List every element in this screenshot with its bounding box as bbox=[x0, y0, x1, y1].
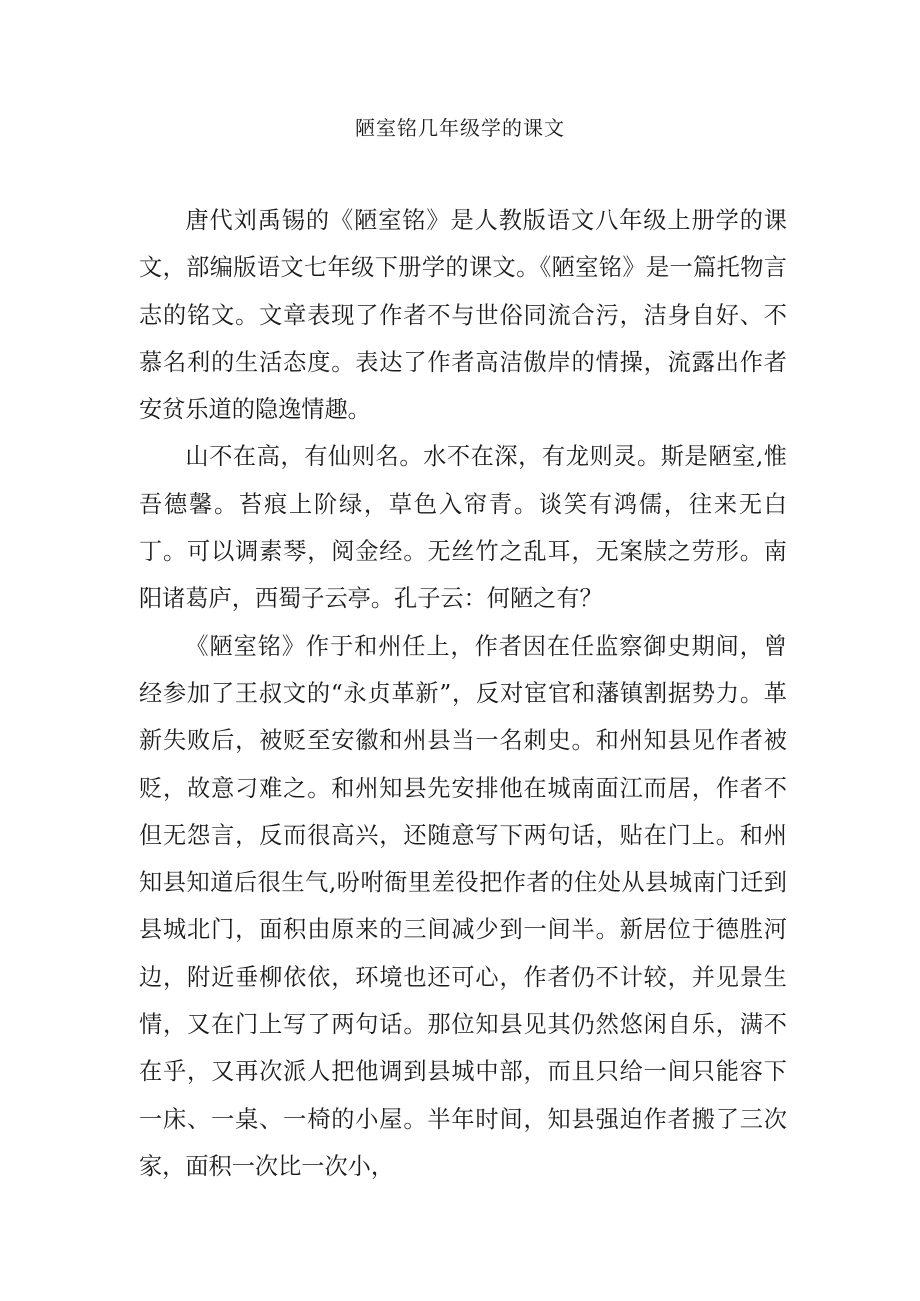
document-title: 陋室铭几年级学的课文 bbox=[355, 116, 565, 140]
paragraph-poem: 山不在高，有仙则名。水不在深，有龙则灵。斯是陋室,惟吾德馨。苔痕上阶绿，草色入帘青。谈笑有鸿儒，往来无白丁。可以调素琴，阅金经。无丝竹之乱耳，无案牍之劳形。南阳诸葛庐，西蜀子云亭。孔子云：何陋之有？ bbox=[139, 443, 787, 613]
document-body bbox=[139, 197, 787, 1190]
paragraph-intro: 唐代刘禹锡的《陋室铭》是人教版语文八年级上册学的课文，部编版语文七年级下册学的课文。《陋室铭》是一篇托物言志的铭文。文章表现了作者不与世俗同流合污，洁身自好、不慕名利的生活态度。表达了作者高洁傲岸的情操，流露出作者安贫乐道的隐逸情趣。 bbox=[139, 207, 787, 424]
paragraph-background: 《陋室铭》作于和州任上，作者因在任监察御史期间，曾经参加了王叔文的“永贞革新”，反对宦官和藩镇割据势力。革新失败后，被贬至安徽和州县当一名刺史。和州知县见作者被贬，故意刁难之。和州知县先安排他在城南面江而居，作者不但无怨言，反而很高兴，还随意写下两句话，贴在门上。和州知县知道后很生气,吩咐衙里差役把作者的住处从县城南门迁到县城北门，面积由原来的三间减少到一间半。新居位于德胜河边，附近垂柳依依，环境也还可心，作者仍不计较，并见景生情，又在门上写了两句话。那位知县见其仍然悠闲自乐，满不在乎，又再次派人把他调到县城中部，而且只给一间只能容下一床、一桌、一椅的小屋。半年时间，知县强迫作者搬了三次家，面积一次比一次小， bbox=[139, 632, 787, 1180]
